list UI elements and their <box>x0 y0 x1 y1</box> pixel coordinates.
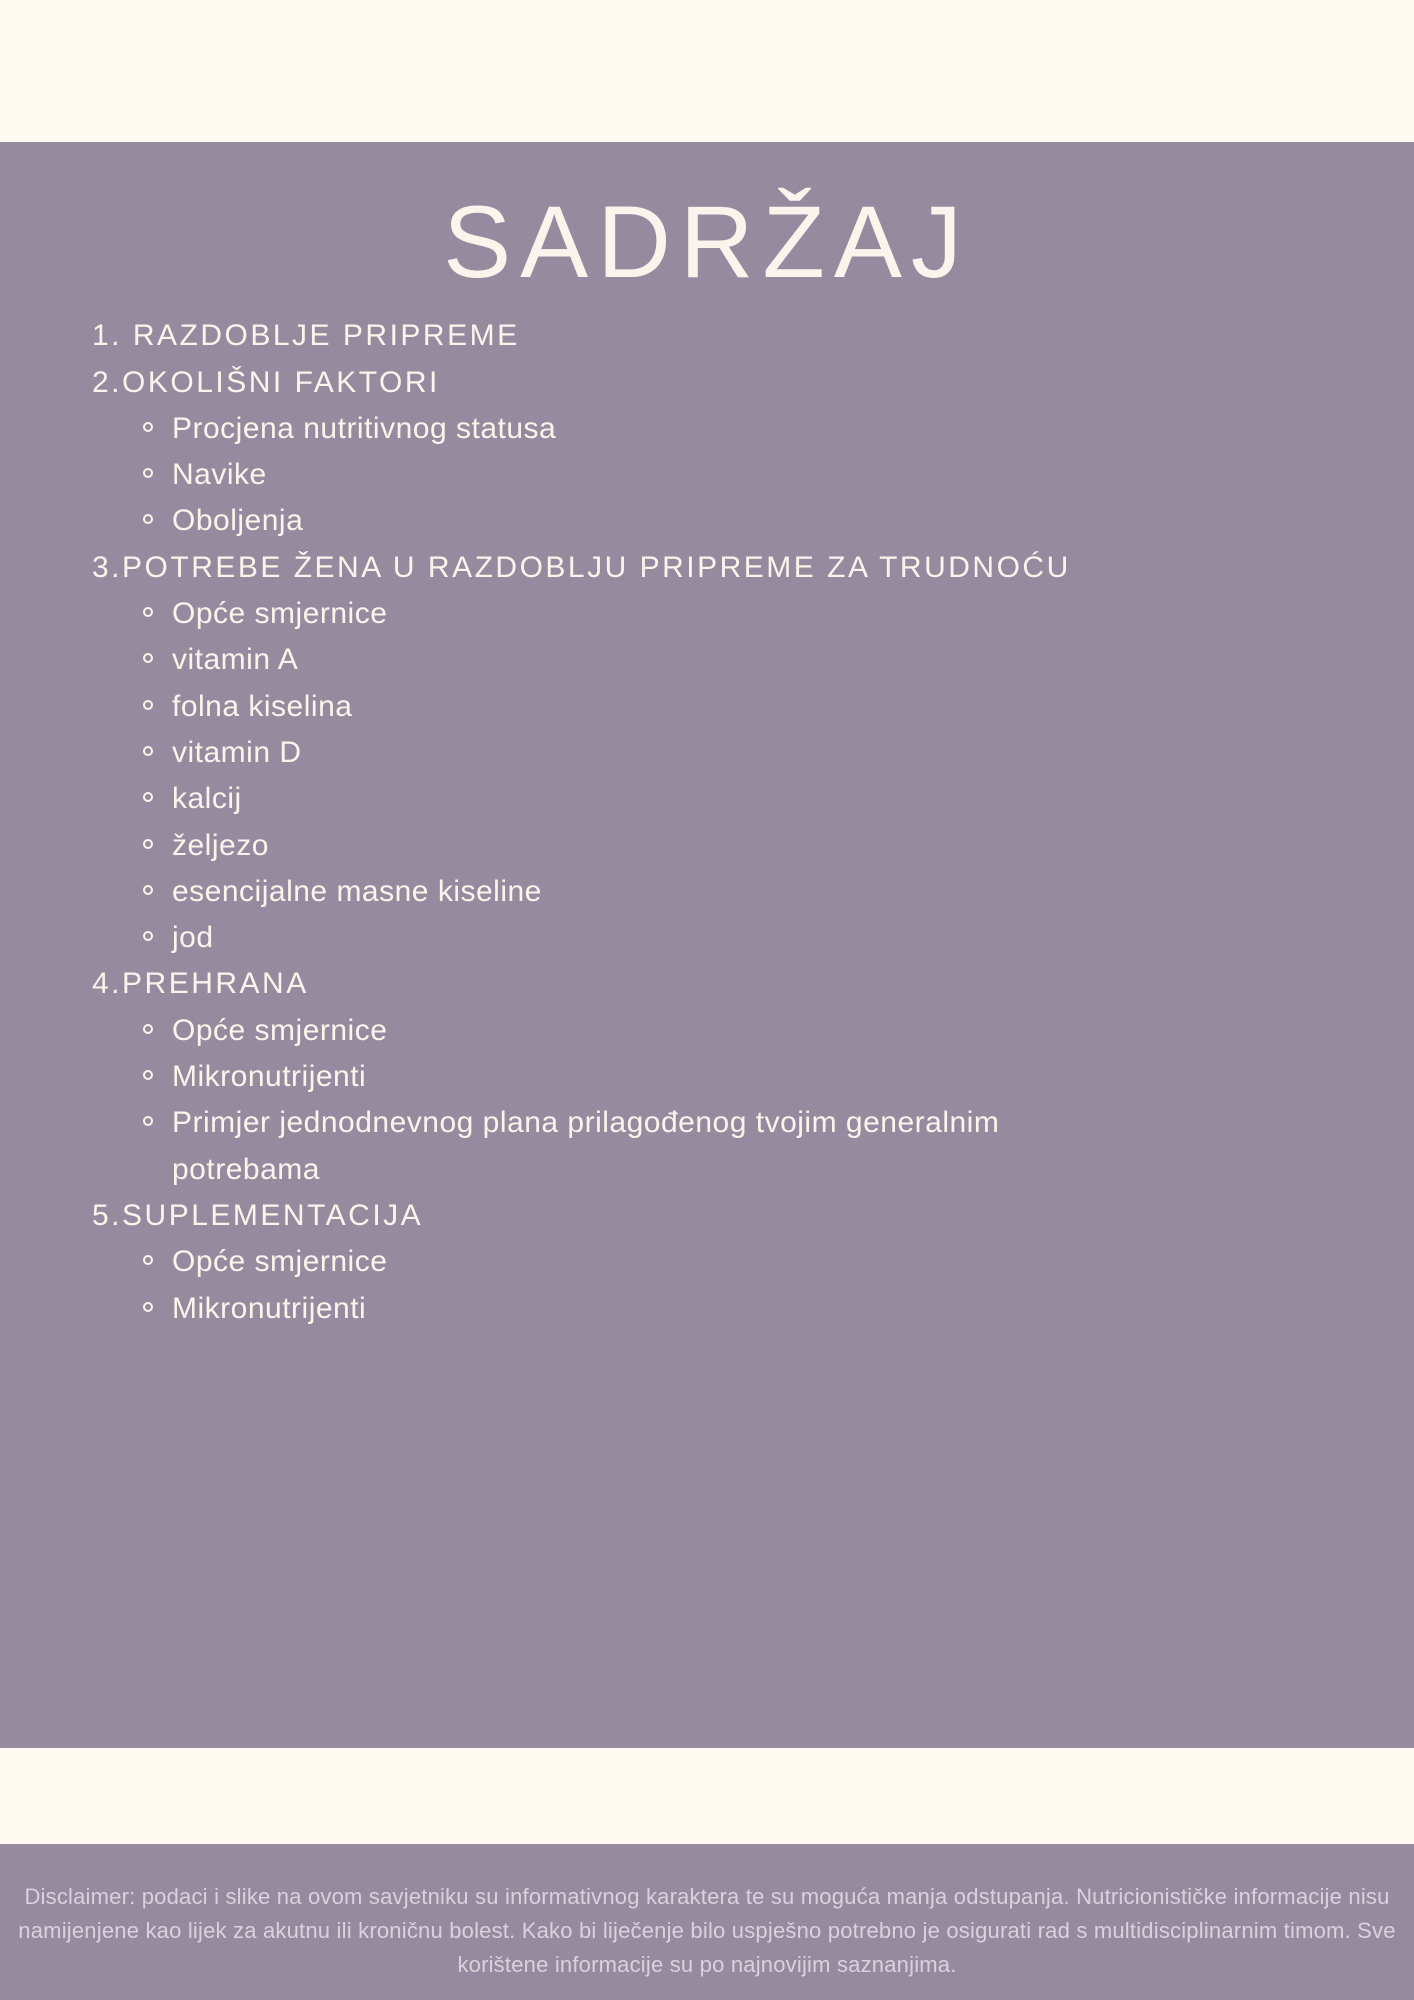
toc-item-label: jod <box>172 921 214 955</box>
bullet-circle-icon <box>143 1070 153 1080</box>
disclaimer-footer <box>0 1844 1414 2000</box>
toc-item-label: vitamin D <box>172 735 302 769</box>
bullet-circle-icon <box>143 607 153 617</box>
toc-sub-item <box>92 1008 1072 1054</box>
bullet-circle-icon <box>143 1024 153 1034</box>
toc-sub-item <box>92 1100 1072 1193</box>
toc-sub-item <box>92 1286 1072 1332</box>
top-margin-band <box>0 0 1414 142</box>
contents-panel <box>0 142 1414 1748</box>
toc-sub-item <box>92 1239 1072 1285</box>
toc-sub-item <box>92 1054 1072 1100</box>
toc-sub-item <box>92 637 1072 683</box>
toc-item-label: 5.SUPLEMENTACIJA <box>92 1198 424 1232</box>
bullet-circle-icon <box>143 1255 153 1265</box>
toc-item-label: 4.PREHRANA <box>92 967 309 1001</box>
toc-item-label: Navike <box>172 458 267 492</box>
bullet-circle-icon <box>143 700 153 710</box>
toc-item-label: Procjena nutritivnog statusa <box>172 411 557 445</box>
toc-item-label: Opće smjernice <box>172 597 388 631</box>
toc-section-item <box>92 1193 1354 1239</box>
toc-item-label: Oboljenja <box>172 504 304 538</box>
bullet-circle-icon <box>143 746 153 756</box>
toc-sub-item <box>92 498 1072 544</box>
toc-section-item <box>92 545 1354 591</box>
bullet-circle-icon <box>143 931 153 941</box>
toc-section-item <box>92 961 1354 1007</box>
page-title: SADRŽAJ <box>443 185 971 299</box>
toc-item-label: esencijalne masne kiseline <box>172 874 542 908</box>
toc-item-label: 1. RAZDOBLJE PRIPREME <box>92 319 520 353</box>
toc-sub-item <box>92 776 1072 822</box>
toc-sub-item <box>92 684 1072 730</box>
toc-sub-item <box>92 406 1072 452</box>
toc-item-label: 2.OKOLIŠNI FAKTORI <box>92 365 440 399</box>
table-of-contents <box>0 313 1414 1332</box>
toc-section-item <box>92 360 1354 406</box>
disclaimer-text: Disclaimer: podaci i slike na ovom savjetniku su informativnog karaktera te su moguća manja odstupanja. Nutricionističke informacije nisu namijenjene kao lijek za akutnu ili kroničnu bolest. Kako bi liječenje bilo uspješno potrebno je osigurati rad s multidisciplinarnim timom. Sve korištene informacije su po najnovijim saznanjima. <box>18 1884 1396 1977</box>
toc-item-label: kalcij <box>172 782 242 816</box>
bullet-circle-icon <box>143 885 153 895</box>
bottom-margin-band <box>0 1748 1414 1844</box>
toc-item-label: vitamin A <box>172 643 299 677</box>
toc-item-label: Mikronutrijenti <box>172 1291 367 1325</box>
bullet-circle-icon <box>143 792 153 802</box>
toc-section-item <box>92 313 1354 359</box>
bullet-circle-icon <box>143 514 153 524</box>
toc-sub-item <box>92 823 1072 869</box>
toc-item-label: željezo <box>172 828 269 862</box>
toc-item-label: folna kiselina <box>172 689 353 723</box>
bullet-circle-icon <box>143 468 153 478</box>
toc-item-label: Primjer jednodnevnog plana prilagođenog tvojim generalnim potrebama <box>172 1106 1000 1186</box>
toc-item-label: Opće smjernice <box>172 1245 388 1279</box>
toc-sub-item <box>92 915 1072 961</box>
bullet-circle-icon <box>143 1116 153 1126</box>
toc-sub-item <box>92 869 1072 915</box>
toc-sub-item <box>92 730 1072 776</box>
bullet-circle-icon <box>143 1302 153 1312</box>
bullet-circle-icon <box>143 653 153 663</box>
bullet-circle-icon <box>143 839 153 849</box>
toc-item-label: 3.POTREBE ŽENA U RAZDOBLJU PRIPREME ZA TRUDNOĆU <box>92 550 1071 584</box>
toc-sub-item <box>92 591 1072 637</box>
toc-item-label: Opće smjernice <box>172 1013 388 1047</box>
bullet-circle-icon <box>143 422 153 432</box>
toc-item-label: Mikronutrijenti <box>172 1060 367 1094</box>
toc-sub-item <box>92 452 1072 498</box>
